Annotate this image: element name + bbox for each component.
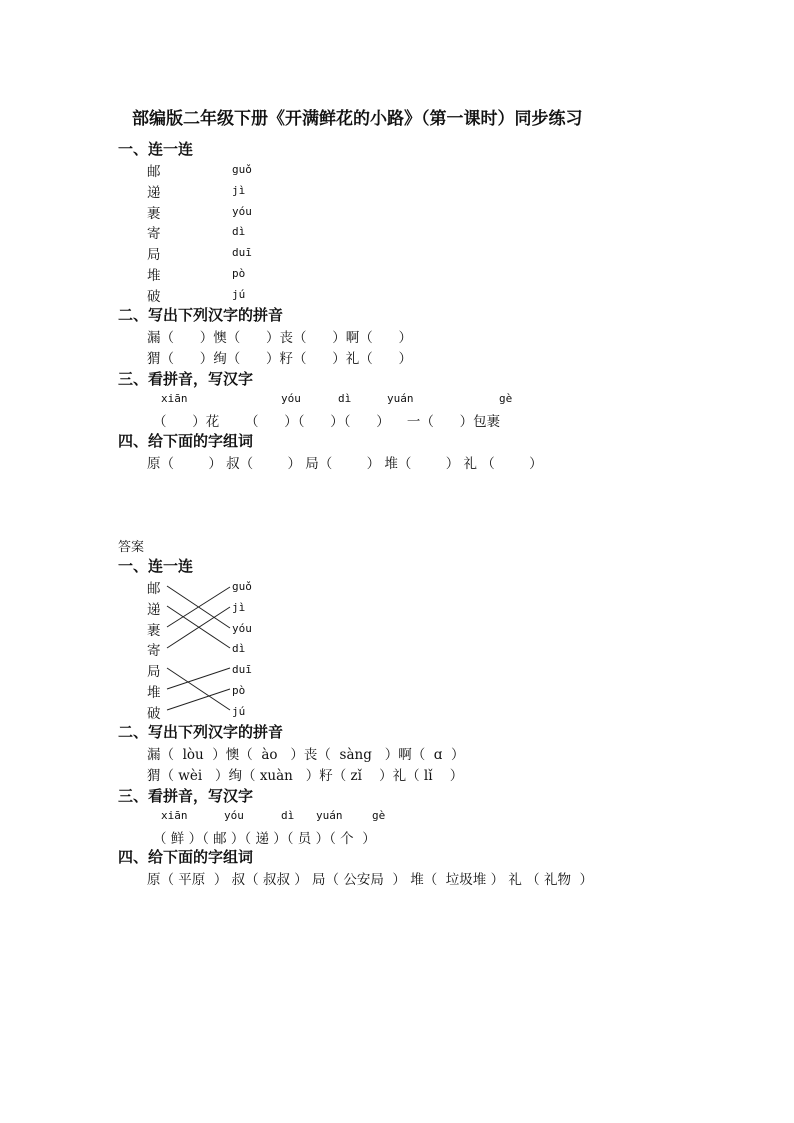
pinyin-item: jì — [232, 184, 246, 197]
match-line-ji — [167, 607, 230, 648]
pinyin-prompt: gè — [372, 809, 386, 822]
word-group-answer-line: 原（ 平原 ） 叔（ 叔叔 ） 局（ 公安局 ） 堆（ 垃圾堆 ） 礼 （ 礼物 ） — [147, 872, 594, 888]
pinyin-item: jì — [232, 601, 246, 614]
pinyin-row: 漏（ ）懊（ ）丧（ ）啊（ ） — [147, 330, 412, 346]
answer-label: 答案 — [118, 540, 145, 555]
char-item: 寄 — [147, 226, 161, 242]
char-item: 破 — [147, 706, 161, 722]
char-item: 裹 — [147, 623, 161, 639]
section2-heading: 二、写出下列汉字的拼音 — [118, 306, 284, 324]
char-item: 递 — [147, 185, 161, 201]
pinyin-prompt: xiān — [161, 809, 188, 822]
pinyin-answer-row: 猬（ wèi ）绚（ xuàn ）籽（ zǐ ）礼（ lǐ ） — [147, 768, 464, 784]
match-line-you — [167, 586, 230, 628]
pinyin-item: dì — [232, 642, 246, 655]
match-line-po — [167, 689, 230, 710]
pinyin-prompt: xiān — [161, 392, 188, 405]
hanzi-answer-line: （ ）花 （ ）（ ）（ ） 一（ ）包裹 — [153, 414, 501, 430]
char-item: 破 — [147, 289, 161, 305]
char-item: 递 — [147, 602, 161, 618]
pinyin-item: pò — [232, 684, 246, 697]
match-line-dui — [167, 668, 230, 689]
char-item: 裹 — [147, 206, 161, 222]
pinyin-item: yóu — [232, 622, 252, 635]
pinyin-prompt: yóu — [281, 392, 301, 405]
pinyin-item: guǒ — [232, 163, 252, 176]
pinyin-item: pò — [232, 267, 246, 280]
answer-section2-heading: 二、写出下列汉字的拼音 — [118, 723, 284, 741]
char-item: 寄 — [147, 643, 161, 659]
pinyin-prompt: dì — [281, 809, 295, 822]
pinyin-item: yóu — [232, 205, 252, 218]
answer-section4-heading: 四、给下面的字组词 — [118, 848, 254, 866]
word-group-line: 原（ ） 叔（ ） 局（ ） 堆（ ） 礼 （ ） — [147, 456, 543, 472]
pinyin-prompt: dì — [338, 392, 352, 405]
pinyin-prompt: yuán — [387, 392, 414, 405]
pinyin-item: jú — [232, 288, 246, 301]
pinyin-item: jú — [232, 705, 246, 718]
section3-heading: 三、看拼音，写汉字 — [118, 370, 254, 388]
char-item: 邮 — [147, 581, 161, 597]
pinyin-prompt: yuán — [316, 809, 343, 822]
section4-heading: 四、给下面的字组词 — [118, 432, 254, 450]
match-line-ju — [167, 668, 230, 710]
answer-section3-heading: 三、看拼音，写汉字 — [118, 787, 254, 805]
pinyin-item: guǒ — [232, 580, 252, 593]
page-title: 部编版二年级下册《开满鲜花的小路》（第一课时）同步练习 — [132, 109, 583, 129]
char-item: 局 — [147, 247, 161, 263]
pinyin-prompt: yóu — [224, 809, 244, 822]
pinyin-prompt: gè — [499, 392, 513, 405]
pinyin-item: duī — [232, 663, 252, 676]
pinyin-item: duī — [232, 246, 252, 259]
hanzi-answer-line: （ 鲜 ）（ 邮 ）（ 递 ）（ 员 ）（ 个 ） — [153, 831, 376, 847]
section1-heading: 一、连一连 — [118, 140, 194, 158]
match-line-di — [167, 606, 230, 648]
match-line-guo — [167, 587, 230, 627]
char-item: 堆 — [147, 268, 161, 284]
char-item: 局 — [147, 664, 161, 680]
char-item: 堆 — [147, 685, 161, 701]
pinyin-row: 猬（ ）绚（ ）籽（ ）礼（ ） — [147, 351, 412, 367]
pinyin-item: dì — [232, 225, 246, 238]
char-item: 邮 — [147, 164, 161, 180]
pinyin-answer-row: 漏（ lòu ）懊（ ào ）丧（ sàng ）啊（ ɑ ） — [147, 747, 465, 763]
answer-section1-heading: 一、连一连 — [118, 557, 194, 575]
